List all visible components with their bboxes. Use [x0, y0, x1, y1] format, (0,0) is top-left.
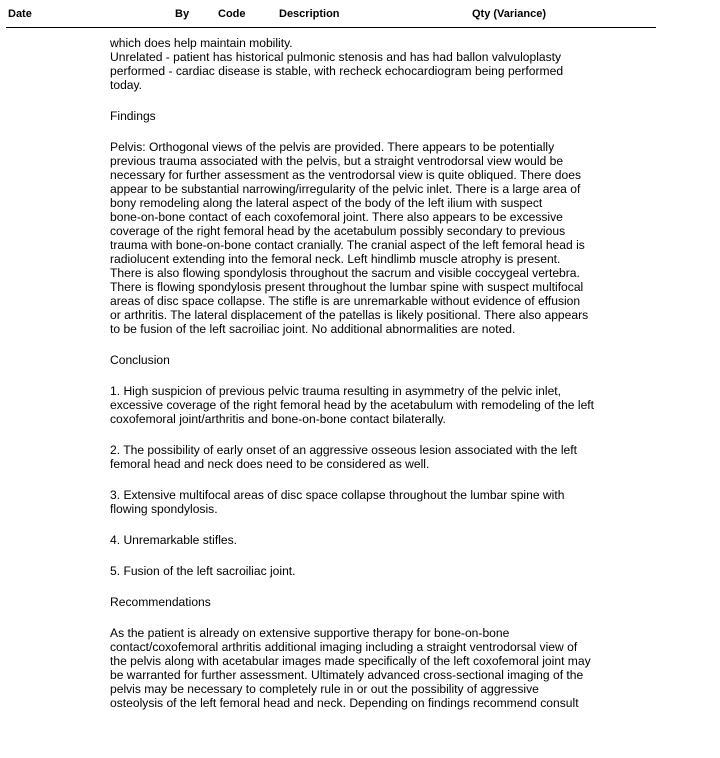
conclusion-item-1: 1. High suspicion of previous pelvic trauma resulting in asymmetry of the pelvic inlet, excessive coverage of the right femoral head by the acetabulum with remodeling of the left coxofemoral joint/arthritis and bone-on-bone contact bilaterally.	[110, 384, 595, 426]
paragraph-history: which does help maintain mobility. Unrelated - patient has historical pulmonic stenosis and has had ballon valvuloplasty performed - cardiac disease is stable, with recheck echocardiogram being performed today.	[110, 36, 564, 92]
table-header	[0, 0, 720, 28]
conclusion-item-2: 2. The possibility of early onset of an aggressive osseous lesion associated with the left femoral head and neck does need to be considered as well.	[110, 443, 577, 471]
conclusion-item-4: 4. Unremarkable stifles.	[110, 533, 238, 547]
column-header-date: Date	[8, 8, 32, 20]
paragraph-findings-pelvis: Pelvis: Orthogonal views of the pelvis are provided. There appears to be potentially previous trauma associated with the pelvis, but a straight ventrodorsal view would be necessary for further assessment as the ventrodorsal view is quite obliqued. There does appear to be substantial narrowing/irregularity of the pelvic inlet. There is a large area of bony remodeling along the lateral aspect of the body of the left ilium with suspect bone-on-bone contact of each coxofemoral joint. There also appears to be excessive coverage of the right femoral head by the acetabulum possibly secondary to previous trauma with bone-on-bone contact cranially. The cranial aspect of the left femoral head is radiolucent extending into the femoral neck. Left hindlimb muscle atrophy is present. There is also flowing spondylosis throughout the sacrum and visible coccygeal vertebra. There is flowing spondylosis present throughout the lumbar spine with suspect multifocal areas of disc space collapse. The stifle is are unremarkable without evidence of effusion or arthritis. The lateral displacement of the patellas is likely positional. There also appears to be fusion of the left sacroiliac joint. No additional abnormalities are noted.	[110, 140, 589, 336]
conclusion-item-5: 5. Fusion of the left sacroiliac joint.	[110, 564, 296, 578]
heading-conclusion: Conclusion	[110, 353, 170, 367]
column-header-description: Description	[279, 8, 340, 20]
column-header-by: By	[175, 8, 190, 20]
conclusion-item-3: 3. Extensive multifocal areas of disc space collapse throughout the lumbar spine with flowing spondylosis.	[110, 488, 565, 516]
heading-findings: Findings	[110, 109, 156, 123]
column-header-qty: Qty (Variance)	[472, 8, 546, 20]
paragraph-recommendations: As the patient is already on extensive supportive therapy for bone-on-bone contact/coxofemoral arthritis additional imaging including a straight ventrodorsal view of the pelvis along with acetabular images made specifically of the left coxofemoral joint may be warranted for further assessment. Ultimately advanced cross-sectional imaging of the pelvis may be necessary to completely rule in or out the possibility of aggressive osteolysis of the left femoral head and neck. Depending on findings recommend consult	[110, 626, 591, 710]
heading-recommendations: Recommendations	[110, 595, 211, 609]
column-header-code: Code	[218, 8, 246, 20]
report-body	[110, 36, 645, 727]
header-divider	[6, 27, 656, 28]
